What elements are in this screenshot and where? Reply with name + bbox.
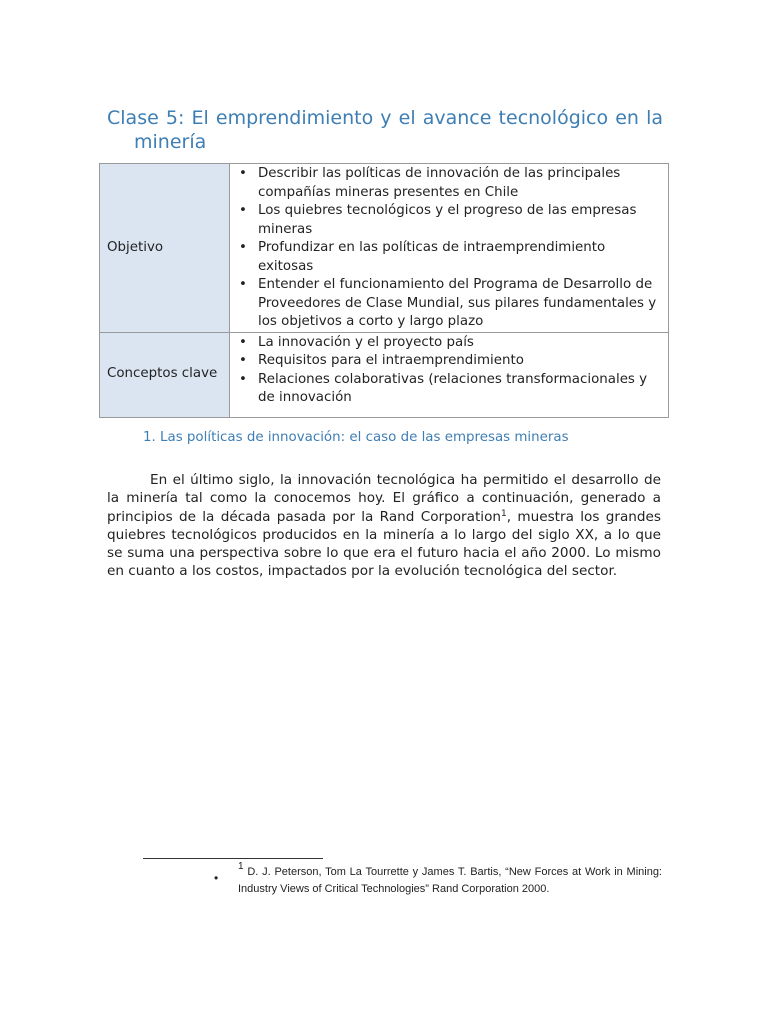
footnote-body xyxy=(238,861,662,898)
list-item: • Describir las políticas de innovación de las principales compañías mineras presentes en Chile xyxy=(230,165,662,202)
list-item: • La innovación y el proyecto país xyxy=(230,334,662,353)
section-heading: 1. Las políticas de innovación: el caso de las empresas mineras xyxy=(143,430,569,445)
footnote-text: D. J. Peterson, Tom La Tourrette y James T. Bartis, “New Forces at Work in Mining: Industry Views of Critical Technologies” Rand Corporation 2000. xyxy=(238,866,662,895)
table-label-objetivo: Objetivo xyxy=(100,164,230,333)
paragraph xyxy=(107,471,661,581)
footnote-reference[interactable]: 1 xyxy=(501,508,507,519)
table-row-conceptos xyxy=(100,332,669,417)
footnote-separator xyxy=(143,858,323,859)
table-row-objetivo xyxy=(100,164,669,333)
page-title-line-2: minería xyxy=(134,131,207,153)
list-item: • Los quiebres tecnológicos y el progreso de las empresas mineras xyxy=(230,202,662,239)
footnote-number: 1 xyxy=(238,861,244,872)
table-label-conceptos: Conceptos clave xyxy=(100,332,230,417)
list-item: • Profundizar en las políticas de intraemprendimiento exitosas xyxy=(230,239,662,276)
list-item: • Requisitos para el intraemprendimiento xyxy=(230,352,662,371)
body-paragraph xyxy=(107,471,661,581)
page-title-line-1: Clase 5: El emprendimiento y el avance tecnológico en la xyxy=(107,107,663,129)
table-content-conceptos xyxy=(230,332,669,417)
objectives-table xyxy=(99,163,669,418)
objetivo-list xyxy=(230,165,662,332)
list-item: • Entender el funcionamiento del Programa de Desarrollo de Proveedores de Clase Mundial, sus pilares fundamentales y los objetivos a corto y largo plazo xyxy=(230,276,662,332)
conceptos-list xyxy=(230,334,662,408)
paragraph-part-2: , muestra los grandes quiebres tecnológicos producidos en la minería a lo largo del siglo XX, a lo que se suma una perspectiva sobre lo que era el futuro hacia el año 2000. Lo mismo en cuanto a los costos, impactados por la evolución tecnológica del sector. xyxy=(107,508,661,580)
footnote-bullet: • xyxy=(214,871,219,885)
table-content-objetivo xyxy=(230,164,669,333)
paragraph-part-1: En el último siglo, la innovación tecnológica ha permitido el desarrollo de la minería tal como la conocemos hoy. El gráfico a continuación, generado a principios de la década pasada por la Rand Corporation xyxy=(107,472,661,525)
list-item: • Relaciones colaborativas (relaciones transformacionales y de innovación xyxy=(230,371,662,408)
